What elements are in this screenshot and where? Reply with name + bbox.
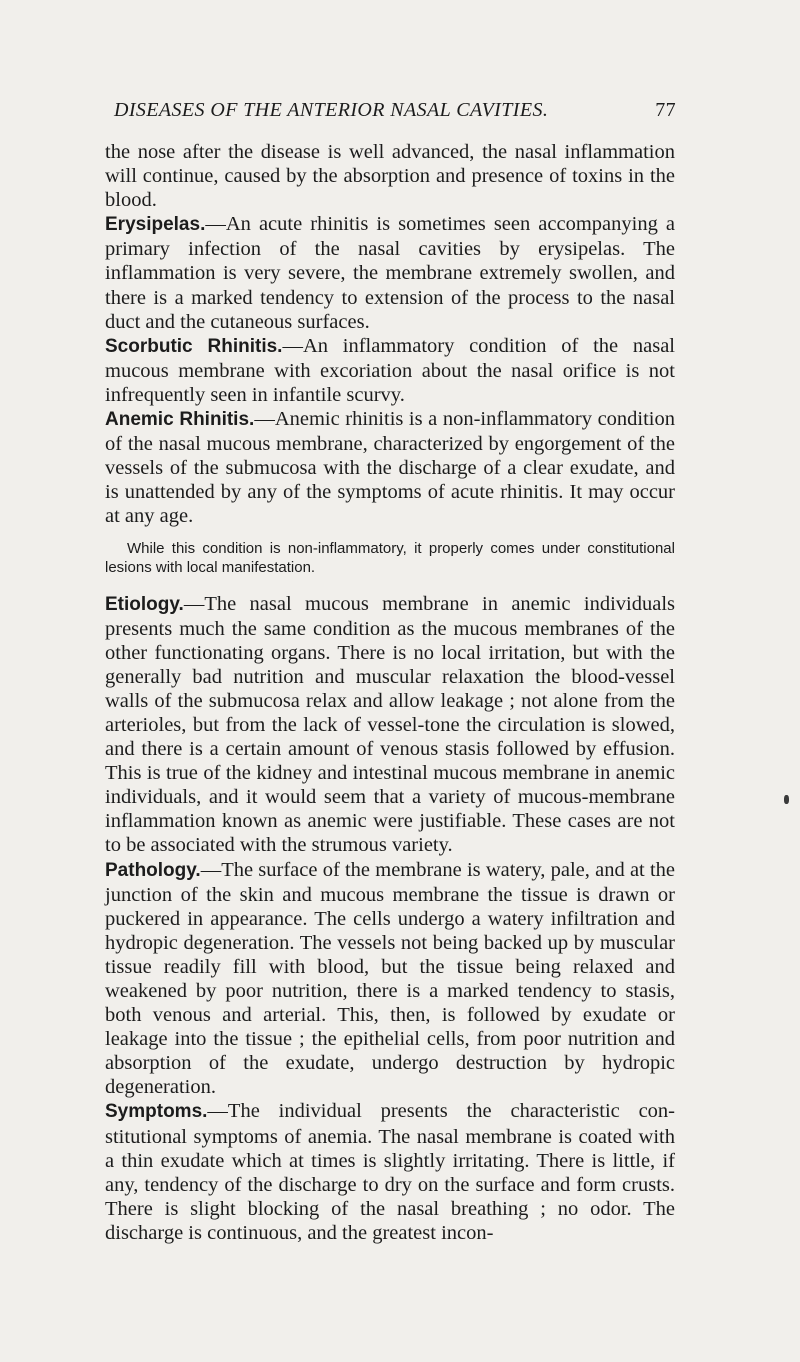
paragraph-continuation: the nose after the disease is well advanced, the nasal inflammation will continue, caused by the absorption and presence of toxins in the blood.	[105, 141, 675, 212]
text-symptoms: —The individual presents the characteristic constitutional symptoms of anemia. The nasal membrane is coated with a thin exudate which at times is slightly irritating. There is little, if any, tendency of the discharge to dry on the surface and form crusts. There is slight blocking of the nasal breathing ; no odor. The discharge is continuous, and the greatest incon-	[105, 1100, 675, 1244]
text-anemic-rhinitis: —Anemic rhinitis is a non-inflammatory condition of the nasal mucous membrane, characterized by engorgement of the vessels of the submucosa with the discharge of a clear exudate, and is unattended by any of the symptoms of acute rhinitis. It may occur at any age.	[105, 408, 676, 528]
paragraph-symptoms	[105, 1099, 675, 1245]
paragraph-etiology	[105, 592, 675, 858]
heading-scorbutic-rhinitis: Scorbutic Rhinitis.	[105, 335, 283, 357]
footnote-note: While this condition is non-inflammatory, it properly comes under constitutional lesions with local manifestation.	[105, 539, 675, 576]
page-body	[105, 140, 675, 1245]
text-scorbutic-rhinitis: —An inflammatory condition of the nasal mucous membrane with excoriation about the nasal orifice is not infrequently seen in infantile scurvy.	[105, 334, 675, 406]
print-speck	[784, 795, 789, 804]
heading-erysipelas: Erysipelas.	[105, 214, 206, 236]
text-pathology: —The surface of the membrane is watery, pale, and at the junction of the skin and mucous membrane the tissue is drawn or puckered in appearance. The cells undergo a watery infiltration and hydropic degeneration. The vessels not being backed up by muscular tissue readily fill with blood, but the tissue being relaxed and weakened by poor nutrition, there is a marked tendency to stasis, both venous and arterial. This, then, is followed by exudate or leakage into the tissue ; the epithelial cells, from poor nutrition and absorption of the exudate, undergo destruction by hydropic degeneration.	[105, 858, 675, 1099]
paragraph-scorbutic-rhinitis	[105, 334, 675, 407]
heading-anemic-rhinitis: Anemic Rhinitis.	[105, 409, 255, 431]
text-etiology: —The nasal mucous membrane in anemic individuals presents much the same condition as the mucous membranes of the other functionating organs. There is no local irritation, but with the generally bad nutrition and muscular relaxation the blood-vessel walls of the submucosa relax and allow leakage ; not alone from the arterioles, but from the lack of vessel-tone the circulation is slowed, and there is a certain amount of venous stasis followed by effusion. This is true of the kidney and intestinal mucous membrane in anemic individuals, and it would seem that a variety of mucous-membrane inflammation known as anemic were justifiable. These cases are not to be associated with the strumous variety.	[105, 592, 675, 857]
heading-symptoms: Symptoms.	[105, 1101, 208, 1123]
running-title: DISEASES OF THE ANTERIOR NASAL CAVITIES.	[114, 99, 549, 121]
running-header	[104, 95, 676, 125]
heading-etiology: Etiology.	[105, 593, 184, 615]
page-number: 77	[655, 99, 676, 121]
paragraph-anemic-rhinitis	[105, 407, 675, 528]
heading-pathology: Pathology.	[105, 859, 201, 881]
paragraph-erysipelas	[105, 212, 675, 333]
text-erysipelas: —An acute rhinitis is sometimes seen accompanying a primary infection of the nasal cavities by erysipelas. The inflammation is very severe, the membrane extremely swollen, and there is a marked tendency to extension of the process to the nasal duct and the cutaneous surfaces.	[105, 213, 675, 333]
paragraph-pathology	[105, 858, 675, 1100]
